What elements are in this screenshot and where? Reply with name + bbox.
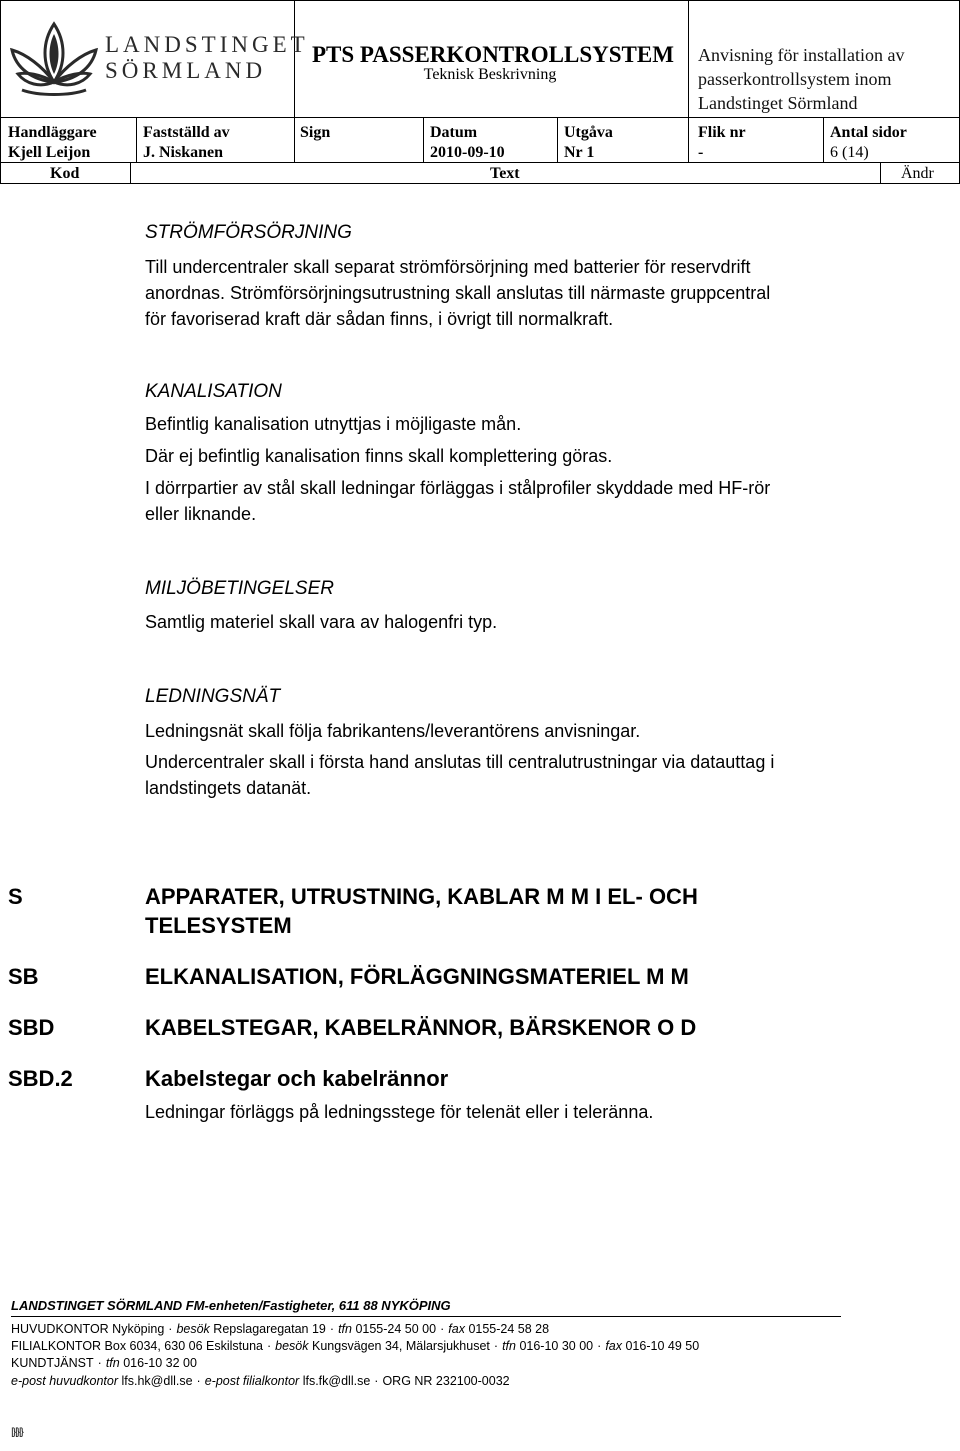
datum-label: Datum xyxy=(430,124,478,141)
miljobetingelser-heading: MILJÖBETINGELSER xyxy=(145,578,334,599)
paragraph-line: Samtlig materiel skall vara av halogenfri typ. xyxy=(145,612,498,632)
sign-label: Sign xyxy=(300,124,331,141)
kt-phone: 016-10 32 00 xyxy=(123,1356,197,1370)
section-code: SB xyxy=(8,964,39,989)
hk-email[interactable]: lfs.hk@dll.se xyxy=(121,1374,193,1388)
fk-phone: 016-10 30 00 xyxy=(519,1339,594,1353)
utgava-label: Utgåva xyxy=(564,124,613,141)
fk-address: Kungsvägen 34, Mälarsjukhuset xyxy=(312,1339,490,1353)
paragraph-line: landstingets datanät. xyxy=(145,778,312,798)
section-title: TELESYSTEM xyxy=(145,913,292,938)
hk-fax: 0155-24 58 28 xyxy=(468,1322,550,1336)
email-line: e-post huvudkontor lfs.hk@dll.se · e-post filialkontor lfs.fk@dll.se · ORG NR 232100-0032 xyxy=(11,1374,510,1388)
logo-line2: SÖRMLAND xyxy=(105,58,267,83)
datum-value: 2010-09-10 xyxy=(430,144,505,161)
document-header xyxy=(0,0,960,186)
filialkontor-line: FILIALKONTOR Box 6034, 630 06 Eskilstuna · besök Kungsvägen 34, Mälarsjukhuset · tfn 016-10 30 00 · fax 016-10 49 50 xyxy=(11,1339,700,1353)
ledningsnat-heading: LEDNINGSNÄT xyxy=(145,686,281,707)
meta-col-divider xyxy=(823,117,824,163)
hk-phone: 0155-24 50 00 xyxy=(355,1322,437,1336)
hk-tfn-label: tfn xyxy=(338,1322,352,1336)
description-line: passerkontrollsystem inom xyxy=(698,69,892,89)
kanalisation-heading: KANALISATION xyxy=(145,381,282,402)
section-code: SBD xyxy=(8,1015,55,1040)
stromforsorjning-heading: STRÖMFÖRSÖRJNING xyxy=(145,222,352,243)
fk-email-label: e-post filialkontor xyxy=(204,1374,300,1388)
fliknr-value: - xyxy=(698,144,704,161)
huvudkontor-line: HUVUDKONTOR Nyköping · besök Repslagaregatan 19 · tfn 0155-24 50 00 · fax 0155-24 58 28 xyxy=(11,1322,550,1336)
meta-col-divider xyxy=(423,117,424,163)
hk-besok-label: besök xyxy=(176,1322,210,1336)
hk-name: HUVUDKONTOR Nyköping xyxy=(11,1322,165,1336)
paragraph-line: I dörrpartier av stål skall ledningar förläggas i stålprofiler skyddade med HF-rör xyxy=(145,478,771,498)
kt-tfn-label: tfn xyxy=(105,1356,120,1370)
section-title: KABELSTEGAR, KABELRÄNNOR, BÄRSKENOR O D xyxy=(145,1015,697,1040)
header-left-border xyxy=(0,0,1,184)
fk-fax: 016-10 49 50 xyxy=(625,1339,700,1353)
fk-name: FILIALKONTOR Box 6034, 630 06 Eskilstuna xyxy=(11,1339,263,1353)
paragraph-line: Undercentraler skall i första hand anslutas till centralutrustningar via datauttag i xyxy=(145,752,775,772)
footer-title: LANDSTINGET SÖRMLAND FM-enheten/Fastigheter, 611 88 NYKÖPING xyxy=(11,1298,451,1313)
section-code: S xyxy=(8,884,23,909)
section-title: Kabelstegar och kabelrännor xyxy=(145,1066,449,1091)
document-code: |}|}|} xyxy=(11,1427,23,1438)
lotus-emblem-icon xyxy=(4,14,104,104)
antal-sidor-label: Antal sidor xyxy=(830,124,907,141)
desc-divider xyxy=(688,0,689,163)
section-title: ELKANALISATION, FÖRLÄGGNINGSMATERIEL M M xyxy=(145,964,689,989)
kt-name: KUNDTJÄNST xyxy=(11,1356,94,1370)
section-code: SBD.2 xyxy=(8,1066,73,1091)
fk-fax-label: fax xyxy=(605,1339,622,1353)
meta-col-divider xyxy=(136,117,137,163)
fliknr-label: Flik nr xyxy=(698,124,746,141)
header-divider xyxy=(0,117,960,118)
hk-fax-label: fax xyxy=(448,1322,465,1336)
utgava-value: Nr 1 xyxy=(564,144,595,161)
paragraph-line: Där ej befintlig kanalisation finns skall komplettering göras. xyxy=(145,446,613,466)
antal-sidor-value: 6 (14) xyxy=(830,144,869,161)
meta-col-divider xyxy=(294,117,295,163)
header-top-border xyxy=(0,0,960,1)
handlaggare-value: Kjell Leijon xyxy=(8,144,91,161)
handlaggare-label: Handläggare xyxy=(8,124,97,141)
text-column-label: Text xyxy=(490,165,520,182)
paragraph-line: eller liknande. xyxy=(145,504,257,524)
hk-email-label: e-post huvudkontor xyxy=(11,1374,119,1388)
org-number: ORG NR 232100-0032 xyxy=(382,1374,510,1388)
paragraph-line: anordnas. Strömförsörjningsutrustning skall anslutas till närmaste gruppcentral xyxy=(145,283,771,303)
section-text: Ledningar förläggs på ledningsstege för telenät eller i teleränna. xyxy=(145,1102,654,1122)
paragraph-line: Till undercentraler skall separat strömförsörjning med batterier för reservdrift xyxy=(145,257,751,277)
section-title: APPARATER, UTRUSTNING, KABLAR M M I EL- OCH xyxy=(145,884,698,909)
paragraph-line: för favoriserad kraft där sådan finns, i övrigt till normalkraft. xyxy=(145,309,614,329)
system-title: PTS PASSERKONTROLLSYSTEM xyxy=(312,42,674,67)
meta-col-divider xyxy=(557,117,558,163)
header-bottom-border xyxy=(0,183,960,184)
andr-column-label: Ändr xyxy=(901,165,934,182)
fk-tfn-label: tfn xyxy=(502,1339,516,1353)
logo-divider xyxy=(294,0,295,118)
description-line: Anvisning för installation av xyxy=(698,45,905,65)
andr-col-divider xyxy=(880,162,881,184)
kod-column-label: Kod xyxy=(50,165,80,182)
meta-divider xyxy=(0,162,960,163)
fk-email[interactable]: lfs.fk@dll.se xyxy=(302,1374,371,1388)
footer-rule xyxy=(11,1316,841,1317)
landstinget-logo xyxy=(2,2,309,116)
logo-line1: LANDSTINGET xyxy=(105,32,309,57)
description-line: Landstinget Sörmland xyxy=(698,93,858,113)
hk-address: Repslagaregatan 19 xyxy=(213,1322,326,1336)
fk-besok-label: besök xyxy=(275,1339,309,1353)
paragraph-line: Befintlig kanalisation utnyttjas i möjligaste mån. xyxy=(145,414,522,434)
kundtjanst-line: KUNDTJÄNST · tfn 016-10 32 00 xyxy=(11,1356,197,1370)
kod-col-divider xyxy=(130,162,131,184)
faststalld-label: Fastställd av xyxy=(143,124,230,141)
paragraph-line: Ledningsnät skall följa fabrikantens/leverantörens anvisningar. xyxy=(145,721,641,741)
faststalld-value: J. Niskanen xyxy=(143,144,224,161)
system-subtitle: Teknisk Beskrivning xyxy=(423,66,557,83)
